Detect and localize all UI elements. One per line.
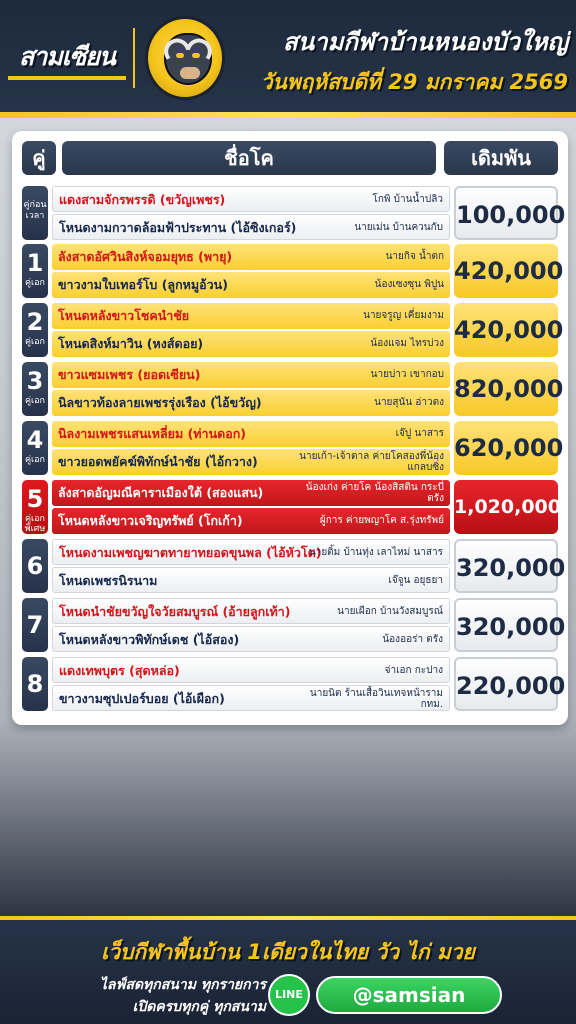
owner-name: นายติ้ม บ้านทุ่ง เลาไหม่ นาสาร	[308, 547, 443, 558]
bull-name: โหนดงามกวาดล้อมฟ้าประทาน (ไอ้ซิงเกอร์)	[59, 220, 297, 235]
match-row	[22, 244, 564, 298]
header-divider	[133, 28, 135, 88]
bull-name: นิลงามเพชรแสนเหลี่ยม (ท่านดอก)	[58, 426, 247, 441]
pair-number-badge	[22, 657, 48, 711]
pair-number: 4	[26, 426, 44, 454]
bull-pair	[52, 480, 450, 534]
owner-name: นายนิต ร้านเสื้อวินเทจหน้าราม กทม.	[309, 688, 443, 710]
bull-eye-right	[192, 53, 200, 58]
bull-name: ขาวงามซุปเปอร์บอย (ไอ้เผือก)	[59, 691, 225, 706]
bull-face	[164, 33, 212, 85]
bet-amount: 100,000	[454, 186, 558, 240]
owner-name: นายเม่น บ้านควนกับ	[354, 222, 443, 233]
page-title: สนามกีฬาบ้านหนองบัวใหญ่	[283, 28, 568, 56]
bet-amount: 1,020,000	[454, 480, 558, 534]
footer-line-1: ไลฟ์สดทุกสนาม ทุกรายการ	[99, 977, 266, 993]
bull-line	[52, 508, 450, 534]
bull-line	[52, 539, 450, 565]
bull-line	[52, 567, 450, 593]
pair-tag: คู่เอก	[25, 455, 45, 465]
bull-name: ลังสาดอัศวินสิงห์จอมยุทธ (พายุ)	[58, 249, 233, 264]
pair-tag: คู่เอกพิเศษ	[24, 514, 46, 534]
match-row	[22, 421, 564, 475]
bull-name: นิลขาวท้องลายเพชรรุ่งเรือง (ไอ้ขวัญ)	[58, 395, 262, 410]
owner-name: ผู้การ ค่ายพญาโค ส.รุ่งทรัพย์	[319, 515, 444, 526]
bull-name: โหนดนำชัยขวัญใจวัยสมบูรณ์ (อ้ายลูกเท้า)	[59, 604, 291, 619]
footer-banner	[0, 916, 576, 1024]
owner-name: นายบ่าว เขากอบ	[370, 369, 444, 380]
bull-eye-left	[176, 53, 184, 58]
bull-line	[52, 362, 450, 388]
pair-number-badge	[22, 362, 48, 416]
owner-name: น้องเก่ง ค่ายโค น้องสิสติน กระบี่ ตรัง	[305, 482, 444, 504]
bull-line	[52, 214, 450, 240]
event-date: วันพฤหัสบดีที่ 29 มกราคม 2569	[260, 70, 568, 94]
pair-number-badge	[22, 539, 48, 593]
bet-amount: 320,000	[454, 539, 558, 593]
bet-amount: 620,000	[454, 421, 558, 475]
owner-name: เจ๊จูน อยุธยา	[388, 575, 443, 586]
bull-name: ขาวยอดพยัคฆ์พิทักษ์นำชัย (ไอ้กวาง)	[58, 454, 258, 469]
bull-line	[52, 626, 450, 652]
bull-name: โหนดเพชรนิรนาม	[59, 573, 158, 588]
owner-name: น้องเซงซุน พิปูน	[374, 279, 444, 290]
owner-name: เจ๊ปู นาสาร	[395, 428, 444, 439]
bull-line	[52, 685, 450, 711]
bet-amount: 220,000	[454, 657, 558, 711]
bull-line	[52, 303, 450, 329]
pair-number: 1	[26, 249, 44, 277]
bull-name: ขาวแซมเพชร (ยอดเซียน)	[58, 367, 201, 382]
pair-number-badge	[22, 186, 48, 240]
footer-headline: เว็บกีฬาพื้นบ้าน 1เดียวในไทย วัว ไก่ มวย	[101, 940, 475, 964]
owner-name: นายเก้า-เจ้าตาล ค่ายโคสองพี่น้องแกลบซิ่ง	[299, 451, 444, 473]
bull-pair	[52, 244, 450, 298]
bet-amount: 820,000	[454, 362, 558, 416]
bull-line	[52, 598, 450, 624]
bet-amount: 420,000	[454, 303, 558, 357]
owner-name: น้องออร่า ตรัง	[382, 634, 443, 645]
pair-tag: คู่เอก	[25, 337, 45, 347]
pair-number: 6	[26, 552, 44, 580]
line-id-button[interactable]: @samsian	[316, 976, 502, 1014]
bull-horn-right	[186, 34, 216, 59]
pair-number: 8	[26, 670, 44, 698]
match-row	[22, 657, 566, 711]
bull-line	[52, 421, 450, 447]
bull-line	[52, 390, 450, 416]
column-header-bet: เดิมพัน	[444, 141, 558, 175]
owner-name: นายเผือก บ้านวังสมบูรณ์	[337, 606, 443, 617]
owner-name: นายกิจ น้ำตก	[385, 251, 444, 262]
bull-pair	[52, 539, 450, 593]
bull-line	[52, 480, 450, 506]
footer-line-2: เปิดครบทุกคู่ ทุกสนาม	[132, 999, 266, 1015]
bull-name: ขาวงามใบเทอร์โบ (ลูกหมูอ้วน)	[58, 277, 228, 292]
pair-number: 5	[26, 485, 44, 513]
owner-name: น้องแจม ไทรบ่วง	[370, 338, 444, 349]
bull-name: แดงเทพบุตร (สุดหล่อ)	[59, 663, 180, 678]
bull-name: โหนดหลังขาวเจริญทรัพย์ (โกเก้า)	[58, 513, 243, 528]
pair-number: 7	[26, 611, 44, 639]
bull-pair	[52, 303, 450, 357]
line-app-icon[interactable]: LINE	[268, 974, 310, 1016]
bet-amount: 420,000	[454, 244, 558, 298]
pair-tag: คู่เอก	[25, 396, 45, 406]
owner-name: นายจรูญ เคี่ยมงาม	[363, 310, 444, 321]
owner-name: จ่าเอก กะปาง	[384, 665, 443, 676]
bull-name: แดงสามจักรพรรดิ (ขวัญเพชร)	[59, 192, 226, 207]
bull-line	[52, 449, 450, 475]
bull-pair	[52, 362, 450, 416]
bull-line	[52, 186, 450, 212]
match-row	[22, 186, 566, 240]
header	[0, 0, 576, 118]
bet-amount: 320,000	[454, 598, 558, 652]
owner-name: โกพิ บ้านน้ำปลิว	[372, 194, 443, 205]
bull-mascot-icon	[145, 16, 225, 100]
match-board	[12, 131, 568, 725]
bull-name: ลังสาดอัญมณีคาราเมืองใต้ (สองแสน)	[58, 485, 264, 500]
pair-number: 3	[26, 367, 44, 395]
match-row	[22, 362, 564, 416]
bull-pair	[52, 421, 450, 475]
pair-number-badge	[22, 421, 48, 475]
pair-tag: คู่ก่อนเวลา	[23, 200, 47, 221]
owner-name: นายสุนัน อ่าวตง	[374, 397, 444, 408]
bull-name: โหนดหลังขาวพิทักษ์เดช (ไอ้สอง)	[59, 632, 240, 647]
bull-name: โหนดงามเพชญฆาตทายาทยอดขุนพล (ไอ้หัวโต)	[59, 545, 322, 560]
pair-number: 2	[26, 308, 44, 336]
column-header-name: ชื่อโค	[62, 141, 436, 175]
bull-line	[52, 657, 450, 683]
pair-number-badge	[22, 244, 48, 298]
bull-pair	[52, 598, 450, 652]
bull-pair	[52, 186, 450, 240]
pair-number-badge	[22, 480, 48, 534]
match-row	[22, 539, 566, 593]
pair-number-badge	[22, 598, 48, 652]
match-row	[22, 480, 561, 534]
column-header-pair: คู่	[22, 141, 56, 175]
bull-line	[52, 272, 450, 298]
match-row	[22, 303, 564, 357]
brand-logo: สามเซียน	[8, 38, 126, 80]
match-row	[22, 598, 566, 652]
pair-number-badge	[22, 303, 48, 357]
bull-pair	[52, 657, 450, 711]
bull-name: โหนดหลังขาวโชคนำชัย	[58, 308, 190, 323]
bull-name: โหนดสิงห์มาวิน (หงส์ดอย)	[58, 336, 204, 351]
bull-line	[52, 244, 450, 270]
bull-line	[52, 331, 450, 357]
bull-nose	[180, 67, 200, 79]
pair-tag: คู่เอก	[25, 278, 45, 288]
